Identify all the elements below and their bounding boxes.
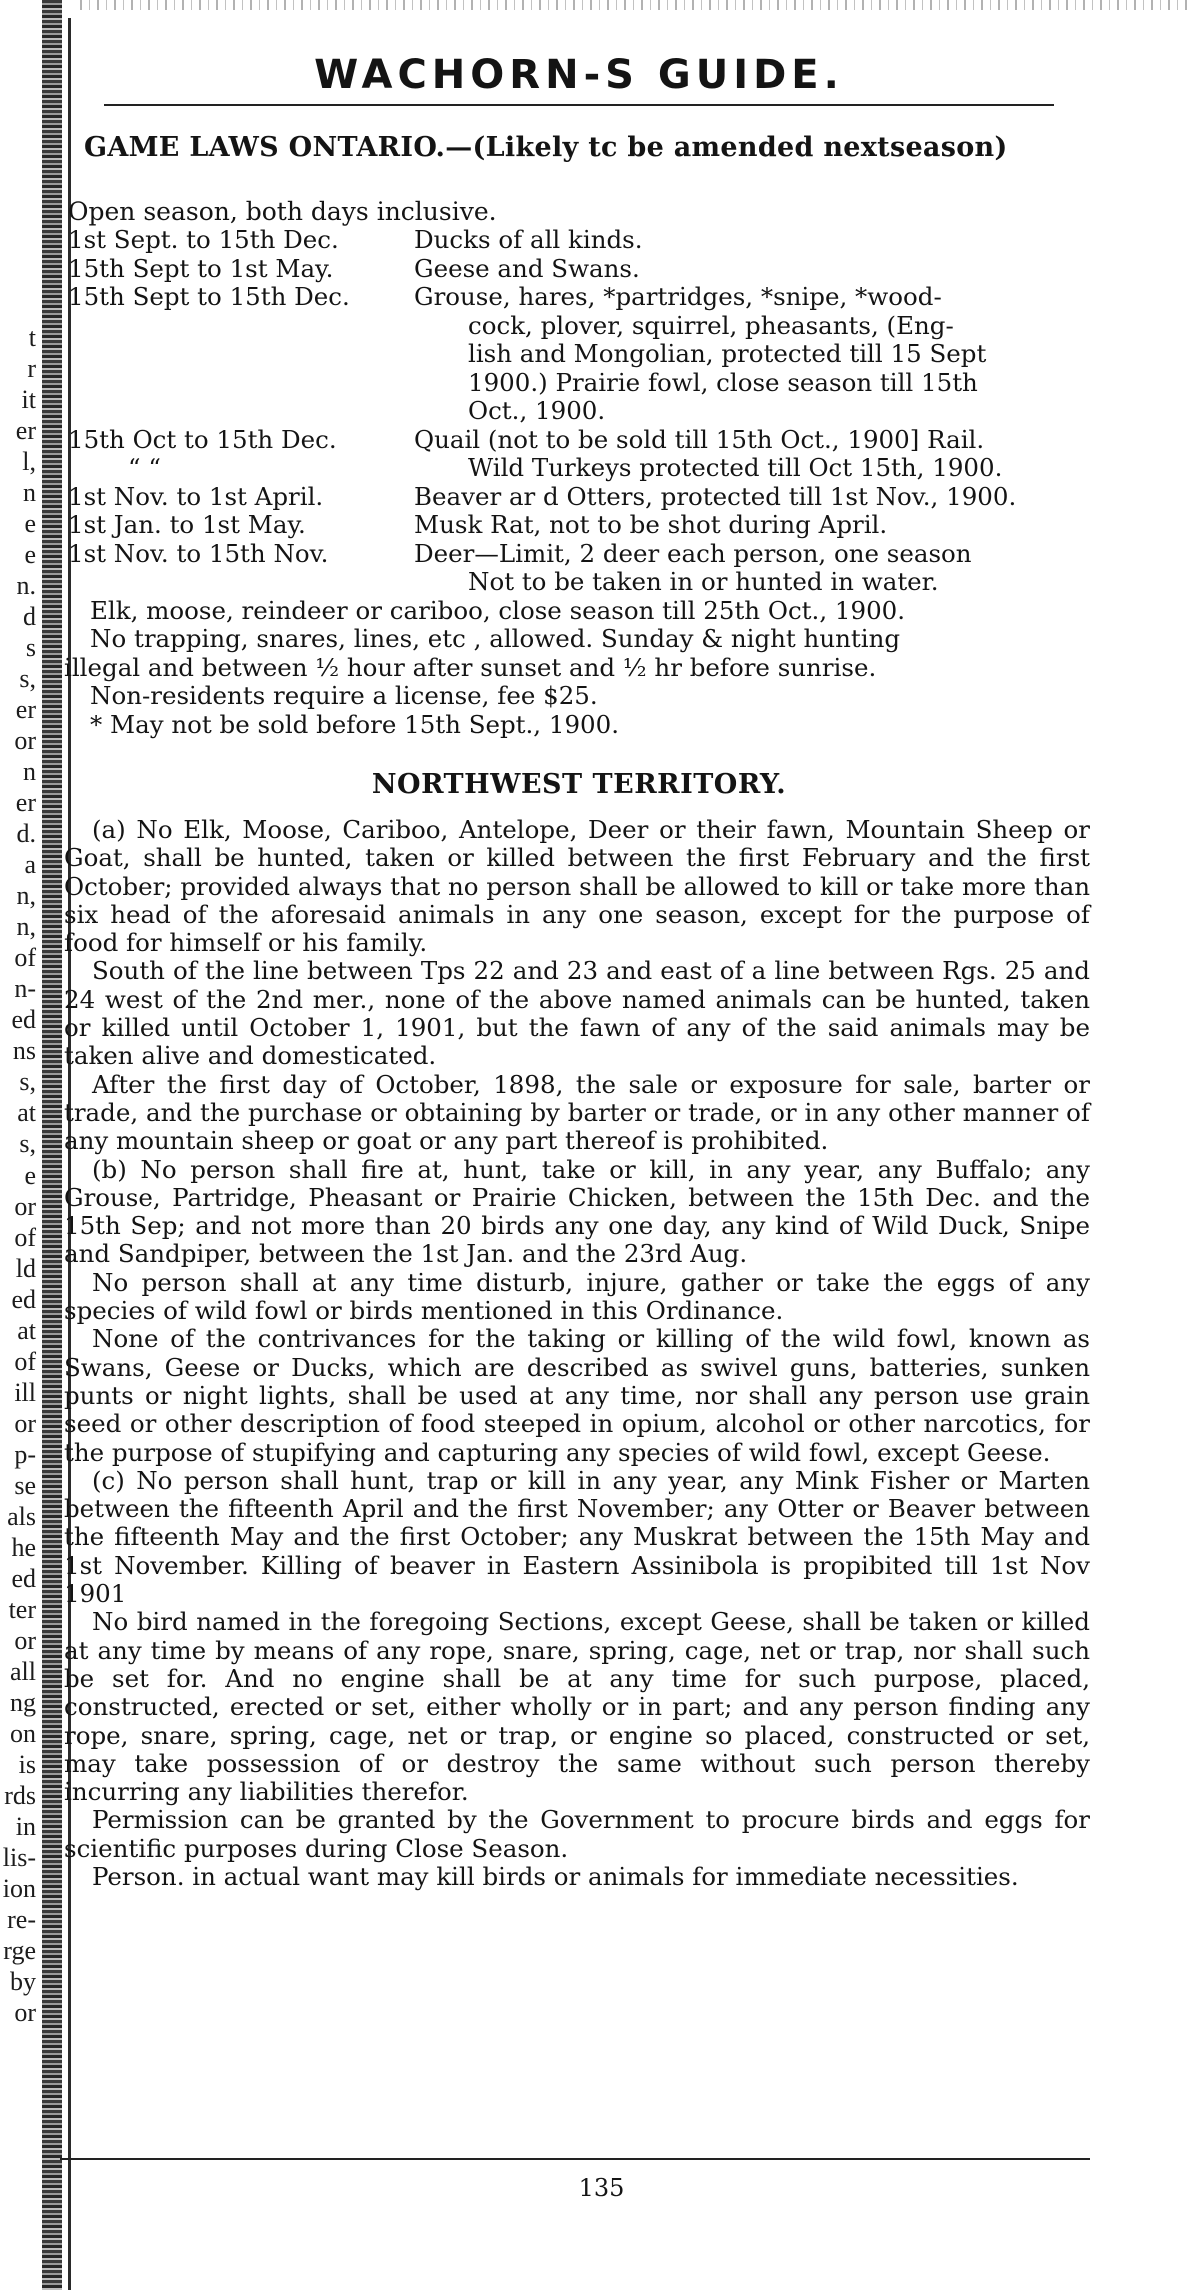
law-paragraph: No bird named in the foregoing Sections, except Geese, shall be taken or killed at any time by means of any rope, snare, spring, cage, net or trap, nor shall such be set for. And no engine shall be at any time for such purpose, placed, constructed, erected or set, either wholly or in part; and any person finding any rope, snare, spring, cage, net or trap, or engine so placed, constructed or set, may take possession of or destroy the same without such person thereby incurring any liabilities therefor.: [64, 1607, 1090, 1807]
season-species-cont: lish and Mongolian, protected till 15 Sept: [468, 339, 987, 368]
season-species-cont: Oct., 1900.: [468, 396, 606, 425]
season-species: Deer—Limit, 2 deer each person, one season: [414, 538, 972, 568]
footer-rule: [60, 2158, 1090, 2160]
season-species: Ducks of all kinds.: [414, 225, 643, 254]
law-paragraph: South of the line between Tps 22 and 23 and east of a line between Rgs. 25 and 24 west of the 2nd mer., none of the above named animals can be hunted, taken or killed until October 1, 1901, but the fawn of any of the said animals may be taken alive and domesticated.: [64, 956, 1090, 1071]
margin-fragment: of: [14, 1223, 36, 1252]
season-row: [68, 255, 1108, 284]
margin-fragment: or: [14, 1409, 36, 1438]
margin-fragment: d.: [16, 819, 36, 848]
season-species: Musk Rat, not to be shot during April.: [414, 510, 888, 539]
margin-fragment: it: [21, 385, 36, 414]
margin-fragment: ng: [10, 1688, 36, 1717]
season-species: Quail (not to be sold till 15th Oct., 1900] Rail.: [414, 424, 985, 454]
northwest-heading: NORTHWEST TERRITORY.: [371, 769, 787, 800]
season-row: [68, 426, 1108, 455]
margin-fragment: s,: [19, 664, 36, 693]
game-laws-heading: GAME LAWS ONTARIO.—(Likely tc be amended nextseason): [84, 132, 1008, 163]
season-spacer: [68, 369, 414, 398]
open-season-table: [68, 226, 1108, 597]
note-line: * May not be sold before 15th Sept., 1900.: [90, 709, 620, 739]
game-law-notes: [64, 597, 1094, 740]
season-continuation: [68, 369, 1108, 398]
season-row: [68, 540, 1108, 569]
margin-fragment: er: [15, 695, 36, 724]
season-row: [68, 283, 1108, 312]
law-paragraph: Person. in actual want may kill birds or animals for immediate necessities.: [92, 1861, 1019, 1891]
margin-fragment: d: [23, 602, 36, 631]
margin-fragment: he: [11, 1533, 36, 1562]
note-line: Elk, moose, reindeer or cariboo, close season till 25th Oct., 1900.: [90, 595, 906, 625]
northwest-paragraphs: [64, 816, 1094, 1891]
season-dates: 15th Sept to 15th Dec.: [68, 282, 350, 311]
title-rule: [104, 104, 1054, 106]
season-spacer: [68, 568, 414, 597]
page-binding-edge: [42, 0, 62, 2290]
margin-fragment: r: [27, 354, 36, 383]
season-dates: 1st Nov. to 15th Nov.: [68, 538, 329, 568]
margin-fragment: s,: [19, 1129, 36, 1158]
season-species-cont: Not to be taken in or hunted in water.: [468, 567, 939, 596]
margin-fragment: ter: [8, 1595, 36, 1624]
season-continuation: [68, 568, 1108, 597]
note-line: No trapping, snares, lines, etc , allowed. Sunday & night hunting: [90, 624, 901, 653]
margin-fragment: or: [14, 1998, 36, 2027]
margin-fragment: all: [10, 1657, 36, 1686]
season-dates: 15th Sept to 1st May.: [68, 253, 334, 283]
open-season-intro: Open season, both days inclusive.: [68, 197, 497, 226]
season-row: [68, 483, 1108, 512]
adjacent-page-margin: [0, 0, 40, 2290]
margin-fragment: n: [23, 757, 36, 786]
season-ditto-row: [68, 454, 1108, 483]
margin-fragment: by: [10, 1967, 36, 1996]
season-species: Geese and Swans.: [414, 253, 640, 283]
season-species-cont: Wild Turkeys protected till Oct 15th, 1900.: [468, 453, 1003, 482]
page-number: 135: [578, 2174, 625, 2202]
margin-fragment: n: [23, 478, 36, 507]
season-species-cont: cock, plover, squirrel, pheasants, (Eng-: [468, 310, 954, 340]
season-dates: 1st Sept. to 15th Dec.: [68, 225, 339, 254]
margin-fragment: s,: [19, 1067, 36, 1096]
margin-fragment: or: [14, 1192, 36, 1221]
law-paragraph: (c) No person shall hunt, trap or kill in any year, any Mink Fisher or Marten between the fifteenth April and the first November; any Otter or Beaver between the fifteenth May and the first October; any Muskrat between the 15th May and 1st November. Killing of beaver in Eastern Assinibola is propibited till 1st Nov 1901: [64, 1465, 1090, 1609]
margin-fragment: p-: [14, 1440, 36, 1469]
margin-fragment: at: [17, 1316, 36, 1345]
margin-fragment: at: [17, 1098, 36, 1127]
margin-fragment: ion: [2, 1874, 36, 1903]
note-line: illegal and between ½ hour after sunset and ½ hr before sunrise.: [64, 652, 877, 682]
margin-fragment: se: [14, 1471, 36, 1500]
margin-fragment: rge: [3, 1936, 36, 1965]
season-continuation: [68, 340, 1108, 369]
page-content: [64, 40, 1094, 1891]
margin-fragment: lis-: [2, 1843, 36, 1872]
margin-fragment: er: [15, 788, 36, 817]
margin-fragment: re-: [7, 1905, 36, 1934]
margin-fragment: ed: [11, 1005, 36, 1034]
margin-fragment: ed: [11, 1285, 36, 1314]
season-species: Grouse, hares, *partridges, *snipe, *wood-: [414, 282, 942, 311]
season-spacer: [68, 312, 414, 341]
margin-fragment: ns: [12, 1036, 36, 1065]
season-species-cont: 1900.) Prairie fowl, close season till 15th: [468, 367, 978, 397]
margin-fragment: t: [28, 323, 36, 352]
margin-fragment: n.: [16, 571, 36, 600]
season-continuation: [68, 312, 1108, 341]
margin-fragment: or: [14, 1626, 36, 1655]
margin-fragment: of: [14, 943, 36, 972]
margin-fragment: ill: [14, 1378, 36, 1407]
top-print-noise: [80, 0, 1190, 10]
law-paragraph: None of the contrivances for the taking or killing of the wild fowl, known as Swans, Geese or Ducks, which are described as swivel guns, batteries, sunken punts or night lights, shall be used at any time, nor shall any person use grain seed or other description of food steeped in opium, alcohol or other narcotics, for the purpose of stupifying and capturing any species of wild fowl, except Geese.: [64, 1324, 1090, 1467]
margin-fragment: is: [18, 1750, 36, 1779]
law-paragraph: (a) No Elk, Moose, Cariboo, Antelope, Deer or their fawn, Mountain Sheep or Goat, shall be hunted, taken or killed between the first February and the first October; provided always that no person shall be allowed to kill or take more than six head of the aforesaid animals in any one season, except for the purpose of food for himself or his family.: [64, 815, 1090, 958]
season-spacer: [68, 397, 414, 426]
margin-fragment: ed: [11, 1564, 36, 1593]
margin-fragment: e: [24, 1161, 36, 1190]
margin-fragment: on: [10, 1719, 36, 1748]
season-continuation: [68, 397, 1108, 426]
season-row: [68, 511, 1108, 540]
margin-fragment: n-: [14, 974, 36, 1003]
margin-fragment: n,: [16, 912, 36, 941]
running-title: WACHORN-S GUIDE.: [314, 52, 844, 98]
law-paragraph: (b) No person shall fire at, hunt, take or kill, in any year, any Buffalo; any Grouse, Partridge, Pheasant or Prairie Chicken, between the 15th Dec. and the 15th Sep; and not more than 20 birds any one day, any kind of Wild Duck, Snipe and Sandpiper, between the 1st Jan. and the 23rd Aug.: [64, 1154, 1090, 1269]
law-paragraph: No person shall at any time disturb, injure, gather or take the eggs of any species of wild fowl or birds mentioned in this Ordinance.: [64, 1267, 1090, 1326]
margin-fragment: of: [14, 1347, 36, 1376]
margin-fragment: als: [7, 1502, 36, 1531]
margin-fragment: ld: [15, 1254, 36, 1283]
season-spacer: [68, 340, 414, 369]
margin-fragment: er: [15, 416, 36, 445]
law-paragraph: After the first day of October, 1898, the sale or exposure for sale, barter or trade, and the purchase or obtaining by barter or trade, or in any other manner of any mountain sheep or goat or any part thereof is prohibited.: [64, 1069, 1090, 1156]
margin-fragment: l,: [22, 447, 36, 476]
margin-fragment: n,: [16, 881, 36, 910]
margin-fragment: in: [15, 1812, 36, 1841]
margin-fragment: rds: [4, 1781, 36, 1810]
season-row: [68, 226, 1108, 255]
margin-fragment: s: [25, 633, 36, 662]
law-paragraph: Permission can be granted by the Government to procure birds and eggs for scientific purposes during Close Season.: [64, 1805, 1090, 1863]
margin-fragment: or: [14, 726, 36, 755]
margin-fragment: e: [24, 540, 36, 569]
season-dates: 1st Jan. to 1st May.: [68, 510, 306, 539]
margin-fragment: e: [24, 509, 36, 538]
margin-fragment: a: [24, 850, 36, 879]
note-line: Non-residents require a license, fee $25.: [90, 681, 598, 710]
season-dates: 1st Nov. to 1st April.: [68, 481, 324, 511]
season-species: Beaver ar d Otters, protected till 1st Nov., 1900.: [414, 481, 1017, 511]
season-dates: 15th Oct to 15th Dec.: [68, 424, 337, 454]
ditto-marks: “ “: [128, 453, 161, 482]
